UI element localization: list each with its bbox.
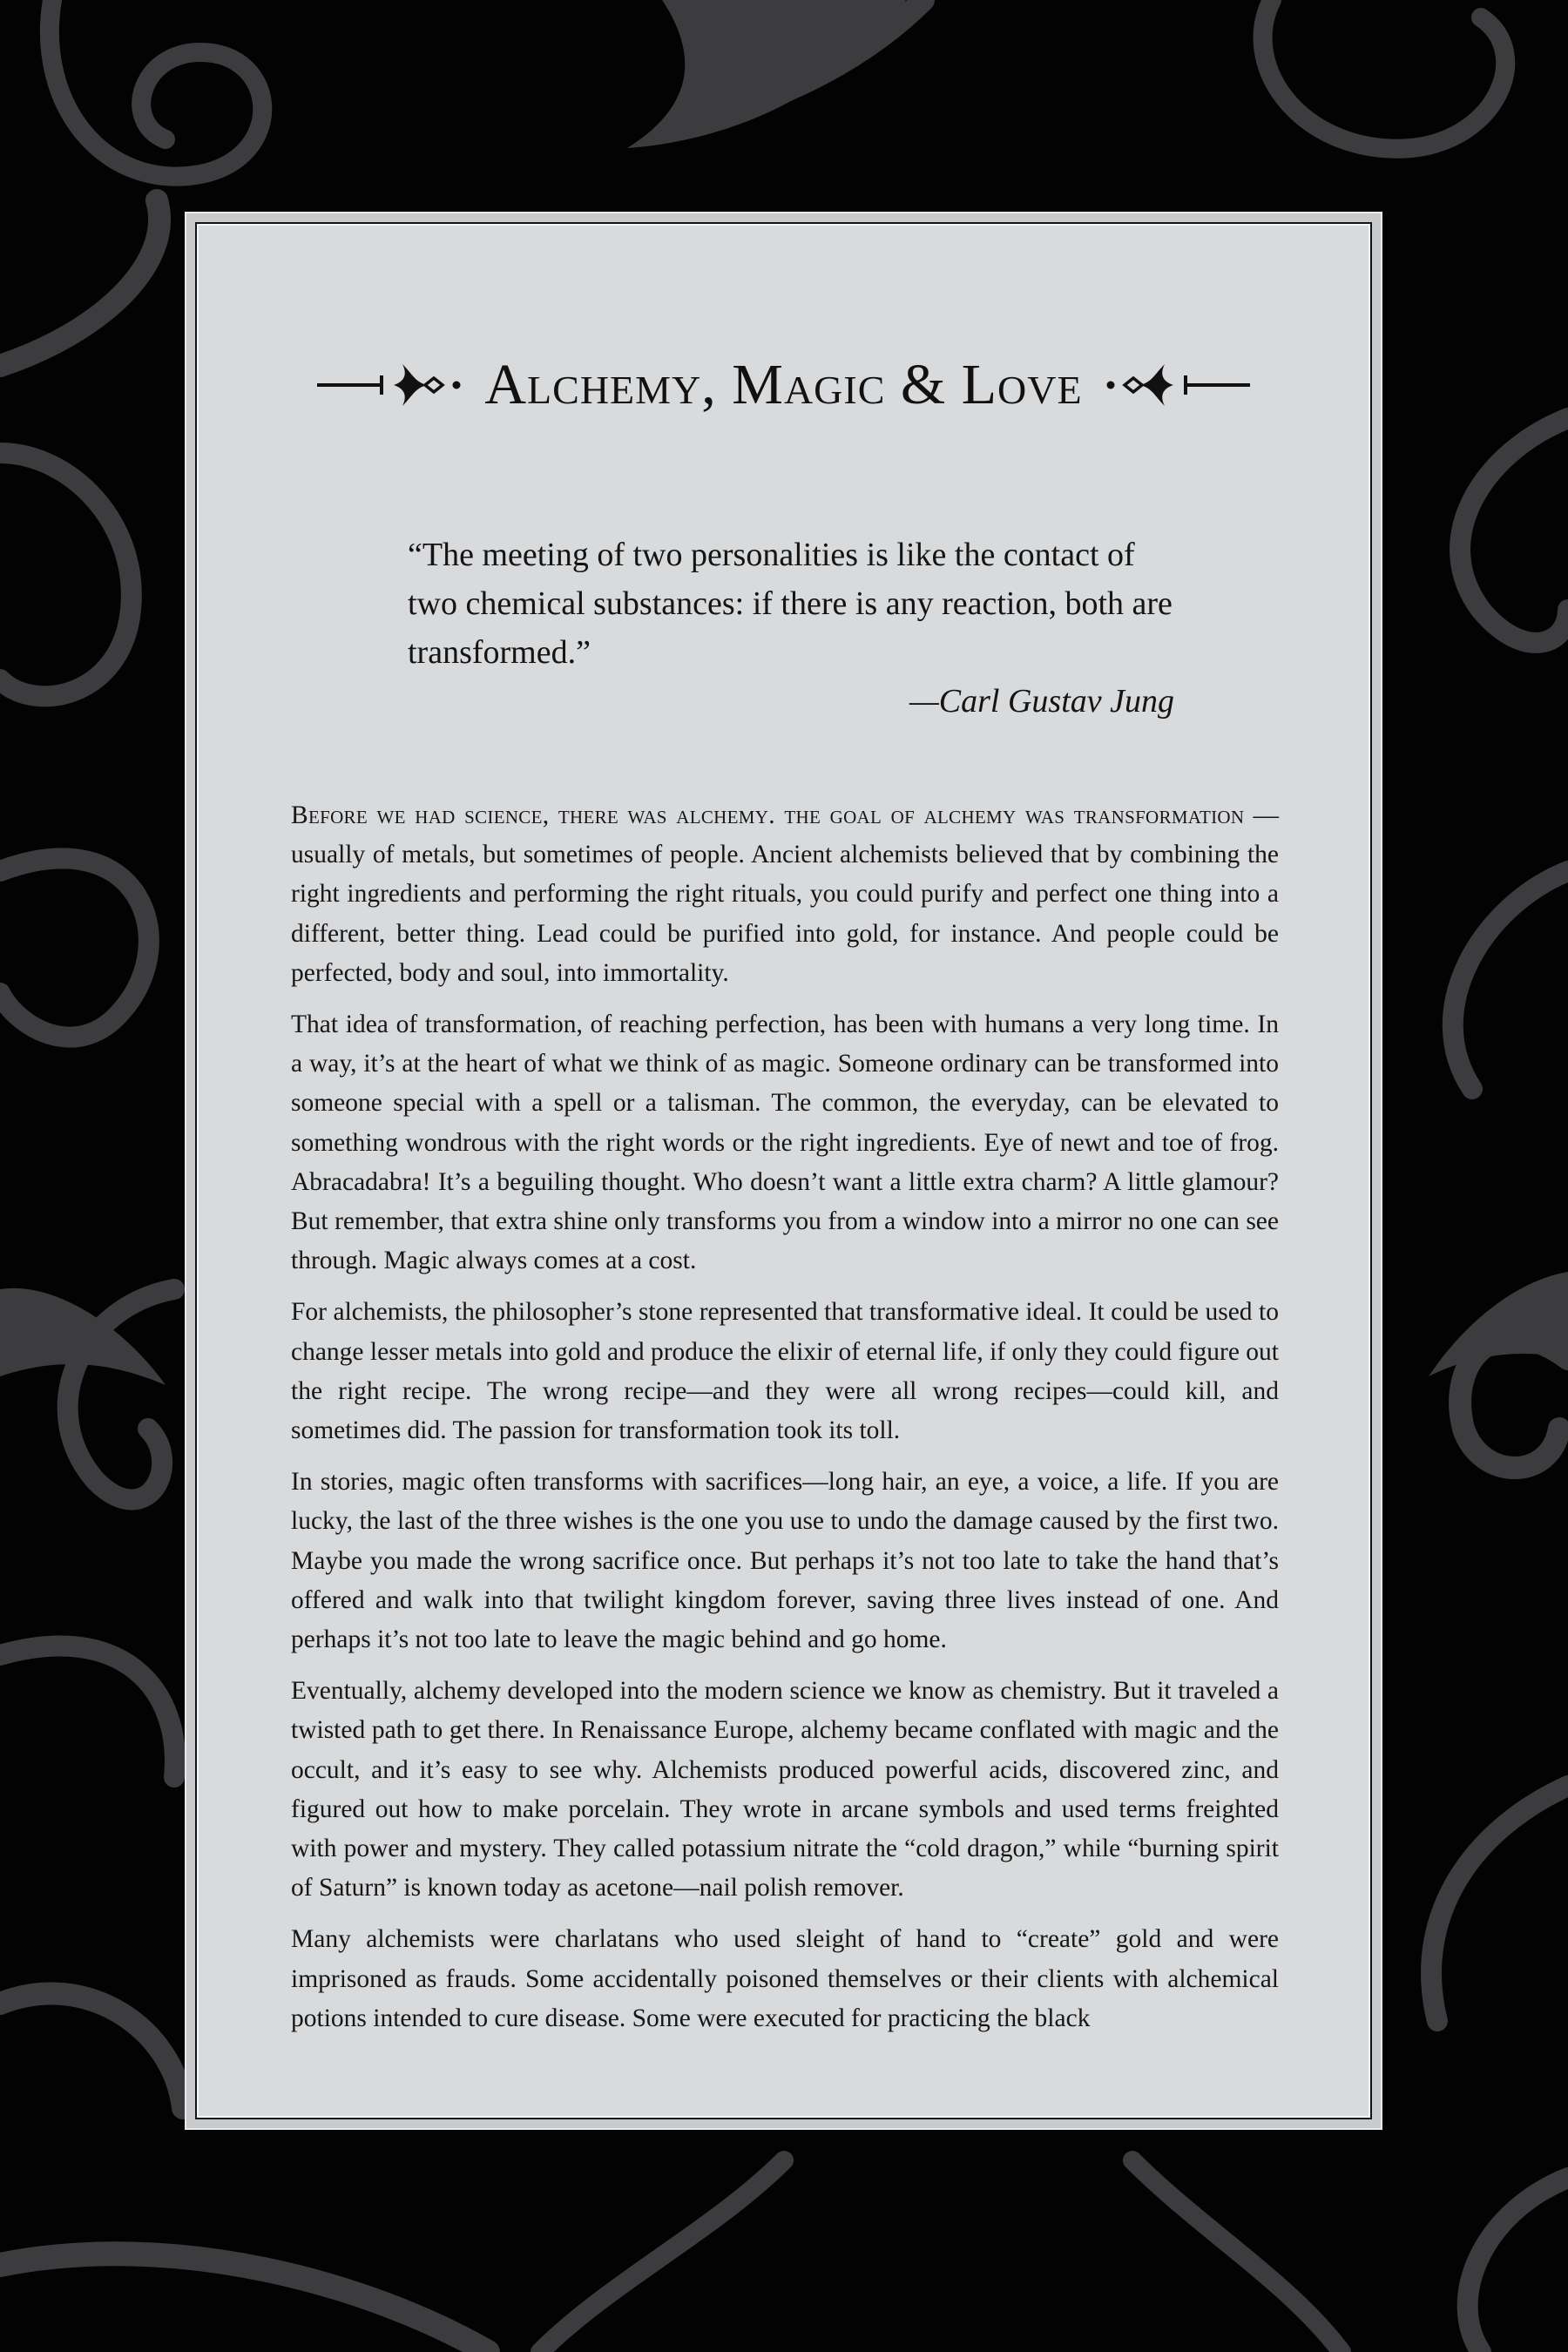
title-row	[199, 346, 1369, 424]
paragraph: In stories, magic often transforms with sacrifices—long hair, an eye, a voice, a life. If you are lucky, the last of the three wishes is the one you use to undo the damage caused by the first two. Maybe you made the wrong sacrifice once. But perhaps it’s not too late to take the hand that’s offered and walk into that twilight kingdom forever, saving three lives instead of one. And perhaps it’s not too late to leave the magic behind and go home.	[291, 1468, 1279, 1654]
article-body	[291, 796, 1279, 2051]
paragraph: That idea of transformation, of reaching perfection, has been with humans a very long time. In a way, it’s at the heart of what we think of as magic. Someone ordinary can be transformed into someone special with a spell or a talisman. The common, the everyday, can be elevated to something wondrous with the right words or the right ingredients. Eye of newt and toe of frog. Abracadabra! It’s a beguiling thought. Who doesn’t want a little extra charm? A little glamour? But remember, that extra shine only transforms you from a window into a mirror no one can see through. Magic always comes at a cost.	[291, 1010, 1279, 1275]
page-title: Alchemy, Magic & Love	[484, 353, 1083, 416]
paragraph	[291, 796, 1279, 993]
left-ornament-icon	[317, 359, 465, 411]
epigraph-attribution: —Carl Gustav Jung	[909, 683, 1174, 720]
article-page	[197, 224, 1370, 2118]
paragraph: For alchemists, the philosopher’s stone represented that transformative ideal. It could be used to change lesser metals into gold and produce the elixir of eternal life, if only they could figure out the right recipe. The wrong recipe—and they were all wrong recipes—could kill, and sometimes did. The passion for transformation took its toll.	[291, 1298, 1279, 1445]
paragraph-text: —usually of metals, but sometimes of people. Ancient alchemists believed that by combining the right ingredients and performing the right rituals, you could purify and perfect one thing into a different, better thing. Lead could be purified into gold, for instance. And people could be perfected, body and soul, into immortality.	[291, 801, 1279, 987]
article-panel	[185, 212, 1382, 2130]
paragraph: Eventually, alchemy developed into the modern science we know as chemistry. But it traveled a twisted path to get there. In Renaissance Europe, alchemy became conflated with magic and the occult, and it’s easy to see why. Alchemists produced powerful acids, discovered zinc, and figured out how to make porcelain. They wrote in arcane symbols and used terms freighted with power and mystery. They called potassium nitrate the “cold dragon,” while “burning spirit of Saturn” is known today as acetone—nail polish remover.	[291, 1677, 1279, 1903]
paragraph: Many alchemists were charlatans who used sleight of hand to “create” gold and were imprisoned as frauds. Some accidentally poisoned themselves or their clients with alchemical potions intended to cure disease. Some were executed for practicing the black	[291, 1925, 1279, 2032]
right-ornament-icon	[1102, 359, 1250, 411]
paragraph-lead-in: Before we had science, there was alchemy. the goal of alchemy was transformation	[291, 801, 1245, 829]
epigraph-quote: “The meeting of two personalities is like the contact of two chemical substances: if there is any reaction, both are transformed.”	[408, 537, 1173, 671]
panel-frame	[195, 222, 1372, 2119]
epigraph	[408, 531, 1174, 726]
